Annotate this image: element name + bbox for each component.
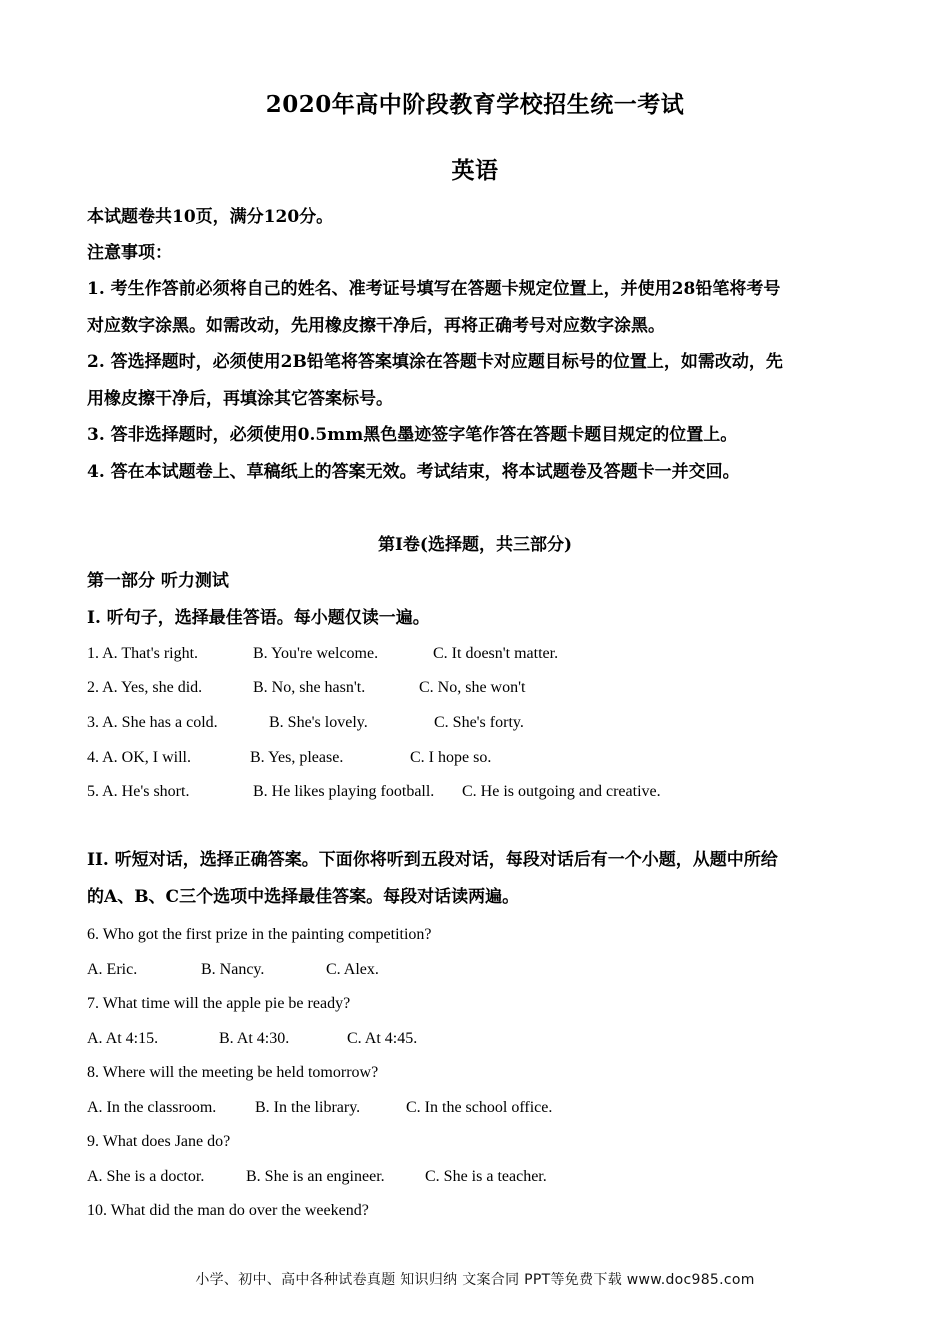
paper-summary: 本试题卷共10页，满分120分。	[87, 207, 334, 227]
option-a: 5. A. He's short.	[87, 783, 190, 800]
section2-heading: 的A、B、C三个选项中选择最佳答案。每段对话读两遍。	[87, 887, 520, 907]
volume-heading: 第I卷(选择题，共三部分)	[377, 535, 573, 555]
question-text: 6. Who got the first prize in the painting competition?	[87, 926, 432, 943]
option-c: C. I hope so.	[410, 749, 492, 766]
notice-line: 对应数字涂黑。如需改动，先用橡皮擦干净后，再将正确考号对应数字涂黑。	[87, 316, 665, 336]
option-b: B. No, she hasn't.	[253, 679, 366, 696]
question-text: 7. What time will the apple pie be ready?	[87, 995, 351, 1012]
option-b: B. She's lovely.	[269, 714, 368, 731]
option-a: 2. A. Yes, she did.	[87, 679, 203, 696]
option-b: B. Nancy.	[201, 961, 265, 978]
notice-line: 1. 考生作答前必须将自己的姓名、准考证号填写在答题卡规定位置上，并使用28铅笔将考号	[87, 279, 781, 299]
option-c: C. No, she won't	[419, 679, 526, 696]
option-a: 1. A. That's right.	[87, 645, 199, 662]
option-c: C. She is a teacher.	[425, 1168, 547, 1185]
option-c: C. At 4:45.	[347, 1030, 418, 1047]
option-a: A. At 4:15.	[87, 1030, 159, 1047]
section2-heading: II. 听短对话，选择正确答案。下面你将听到五段对话，每段对话后有一个小题，从题中所给	[87, 850, 778, 870]
option-a: A. Eric.	[87, 961, 138, 978]
option-c: C. It doesn't matter.	[433, 645, 559, 662]
subject-title: 英语	[451, 157, 499, 184]
option-b: B. You're welcome.	[253, 645, 379, 662]
option-a: 4. A. OK, I will.	[87, 749, 191, 766]
option-b: B. He likes playing football.	[253, 783, 435, 800]
option-c: C. She's forty.	[434, 714, 524, 731]
notice-line: 2. 答选择题时，必须使用2B铅笔将答案填涂在答题卡对应题目标号的位置上，如需改动，先	[87, 352, 783, 372]
option-a: A. In the classroom.	[87, 1099, 217, 1116]
footer-note: 小学、初中、高中各种试卷真题 知识归纳 文案合同 PPT等免费下载 www.doc985.com	[195, 1272, 755, 1288]
option-b: B. Yes, please.	[250, 749, 344, 766]
option-b: B. At 4:30.	[219, 1030, 290, 1047]
option-b: B. She is an engineer.	[246, 1168, 385, 1185]
notice-line: 用橡皮擦干净后，再填涂其它答案标号。	[87, 389, 393, 409]
notice-heading: 注意事项：	[87, 243, 172, 263]
part-heading: 第一部分 听力测试	[87, 571, 229, 591]
option-a: 3. A. She has a cold.	[87, 714, 218, 731]
option-b: B. In the library.	[255, 1099, 361, 1116]
question-text: 9. What does Jane do?	[87, 1133, 231, 1150]
option-c: C. Alex.	[326, 961, 379, 978]
notice-line: 4. 答在本试题卷上、草稿纸上的答案无效。考试结束，将本试题卷及答题卡一并交回。	[87, 462, 740, 482]
question-text: 10. What did the man do over the weekend?	[87, 1202, 369, 1219]
option-c: C. He is outgoing and creative.	[462, 783, 661, 800]
option-a: A. She is a doctor.	[87, 1168, 205, 1185]
notice-line: 3. 答非选择题时，必须使用0.5mm黑色墨迹签字笔作答在答题卡题目规定的位置上。	[87, 425, 738, 445]
section1-heading: I. 听句子，选择最佳答语。每小题仅读一遍。	[87, 608, 430, 628]
option-c: C. In the school office.	[406, 1099, 553, 1116]
exam-title: 2020年高中阶段教育学校招生统一考试	[265, 91, 685, 118]
question-text: 8. Where will the meeting be held tomorrow?	[87, 1064, 379, 1081]
